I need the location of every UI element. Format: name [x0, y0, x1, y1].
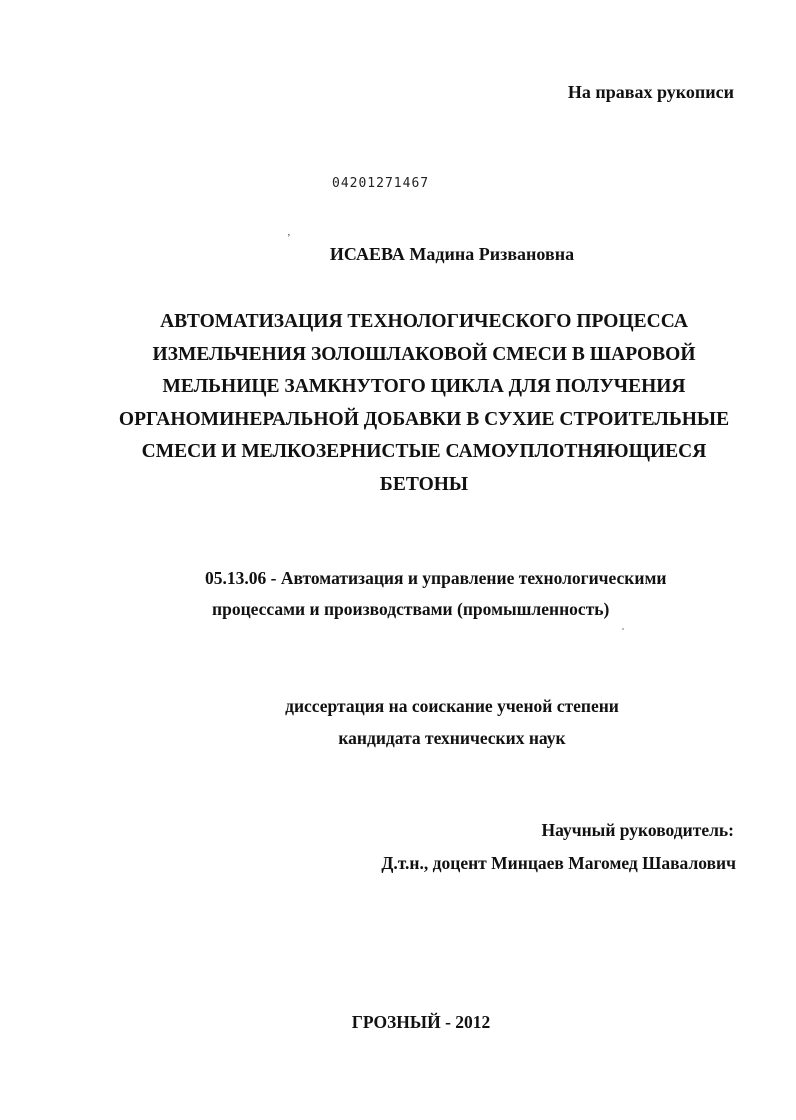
city-year: ГРОЗНЫЙ - 2012 — [351, 1012, 491, 1032]
specialty-line-1: 05.13.06 - Автоматизация и управление технологическими — [205, 568, 667, 588]
degree-line-2: кандидата технических наук — [338, 728, 566, 748]
title-line: АВТОМАТИЗАЦИЯ ТЕХНОЛОГИЧЕСКОГО ПРОЦЕССА — [160, 311, 688, 332]
title-line: БЕТОНЫ — [379, 473, 469, 495]
manuscript-rights-note: На правах рукописи — [567, 82, 734, 102]
title-line: ОРГАНОМИНЕРАЛЬНОЙ ДОБАВКИ В СУХИЕ СТРОИТЕЛЬНЫЕ — [118, 408, 730, 430]
degree-line-1: диссертация на соискание ученой степени — [285, 696, 619, 716]
scan-mark: ‚ — [287, 226, 291, 238]
author-name: ИСАЕВА Мадина Ризвановна — [329, 244, 575, 264]
title-line: МЕЛЬНИЦЕ ЗАМКНУТОГО ЦИКЛА ДЛЯ ПОЛУЧЕНИЯ — [162, 376, 686, 398]
scan-dot — [622, 628, 624, 630]
specialty-line-2: процессами и производствами (промышленность) — [212, 599, 610, 619]
degree-statement — [0, 690, 796, 754]
supervisor-name: Д.т.н., доцент Минцаев Магомед Шавалович — [381, 853, 736, 873]
title-line: ИЗМЕЛЬЧЕНИЯ ЗОЛОШЛАКОВОЙ СМЕСИ В ШАРОВОЙ — [152, 343, 696, 365]
supervisor-label: Научный руководитель: — [541, 820, 734, 840]
dissertation-title — [0, 306, 796, 502]
inventory-number: 04201271467 — [332, 176, 430, 191]
title-line: СМЕСИ И МЕЛКОЗЕРНИСТЫЕ САМОУПЛОТНЯЮЩИЕСЯ — [141, 441, 707, 463]
specialty-code — [205, 563, 666, 625]
